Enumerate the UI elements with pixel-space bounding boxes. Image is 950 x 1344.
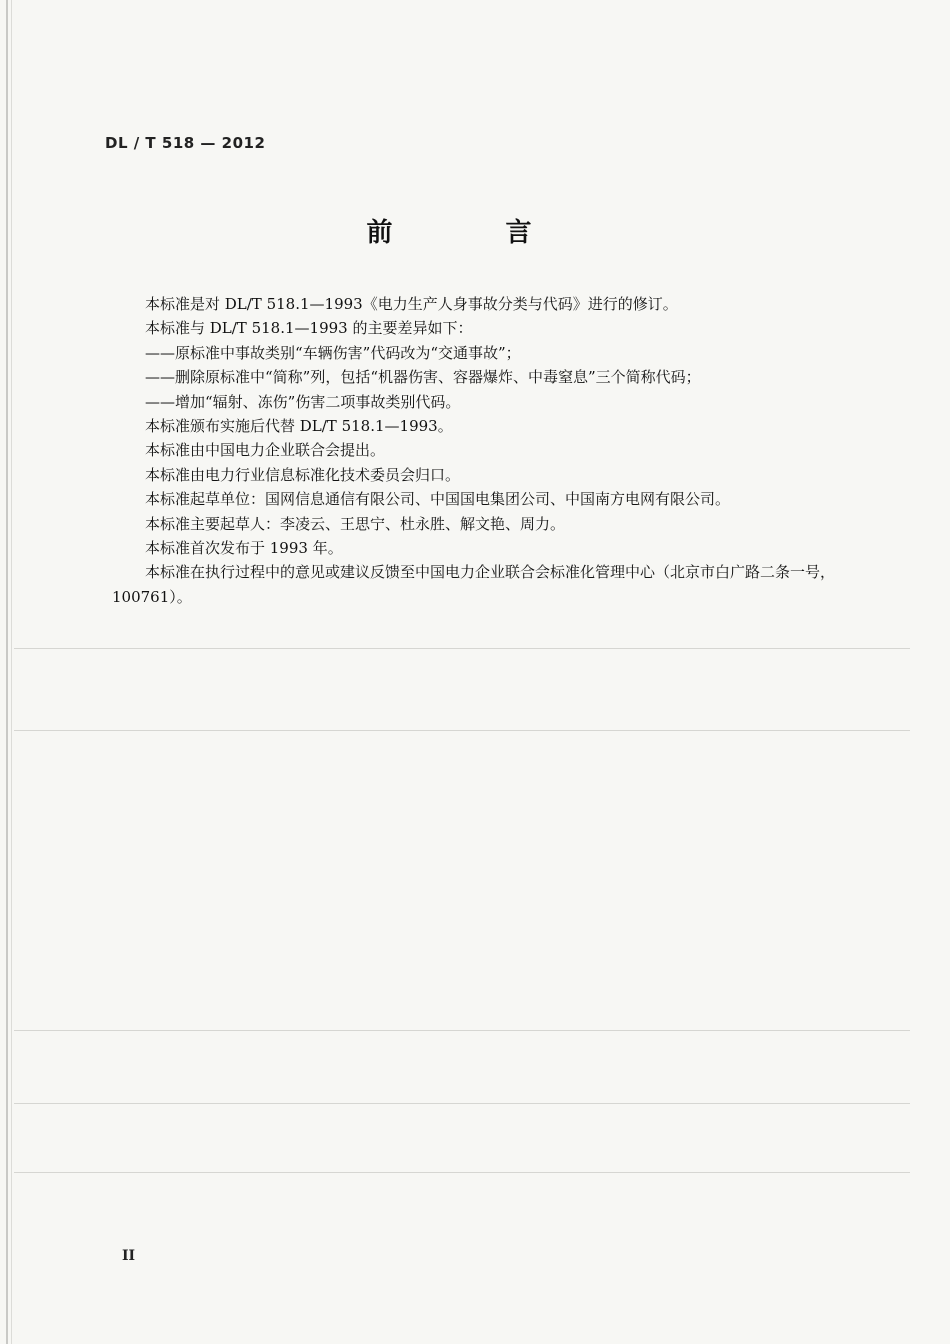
foreword-body xyxy=(112,292,868,609)
page-title: 前 言 xyxy=(366,218,584,248)
scan-edge xyxy=(6,0,8,1344)
paragraph: 本标准是对 DL/T 518.1—1993《电力生产人身事故分类与代码》进行的修订。 xyxy=(145,295,678,313)
paragraph: ——删除原标准中“简称”列，包括“机器伤害、容器爆炸、中毒窒息”三个简称代码； xyxy=(145,368,701,387)
standard-code: DL / T 518 — 2012 xyxy=(105,134,266,152)
paragraph: ——原标准中事故类别“车辆伤害”代码改为“交通事故”； xyxy=(145,343,521,362)
paragraph: 本标准由中国电力企业联合会提出。 xyxy=(145,441,386,460)
paragraph: 本标准与 DL/T 518.1—1993 的主要差异如下： xyxy=(145,319,473,338)
scan-artifact-line xyxy=(14,730,910,731)
scan-artifact-line xyxy=(14,1030,910,1031)
scan-artifact-line xyxy=(14,1103,910,1104)
paragraph: 本标准首次发布于 1993 年。 xyxy=(145,539,343,558)
scan-artifact-line xyxy=(14,648,910,649)
paragraph: 本标准颁布实施后代替 DL/T 518.1—1993。 xyxy=(145,417,453,436)
paragraph: 本标准主要起草人：李凌云、王思宁、杜永胜、解文艳、周力。 xyxy=(145,514,566,533)
paragraph: 本标准起草单位：国网信息通信有限公司、中国国电集团公司、中国南方电网有限公司。 xyxy=(145,490,731,509)
paragraph: ——增加“辐射、冻伤”伤害二项事故类别代码。 xyxy=(145,392,461,411)
paragraph: 本标准由电力行业信息标准化技术委员会归口。 xyxy=(145,465,461,484)
page-number: II xyxy=(122,1248,136,1264)
paragraph: 本标准在执行过程中的意见或建议反馈至中国电力企业联合会标准化管理中心（北京市白广路二条一号，100761）。 xyxy=(112,563,836,606)
scan-artifact-line xyxy=(14,1172,910,1173)
scan-edge xyxy=(11,0,12,1344)
